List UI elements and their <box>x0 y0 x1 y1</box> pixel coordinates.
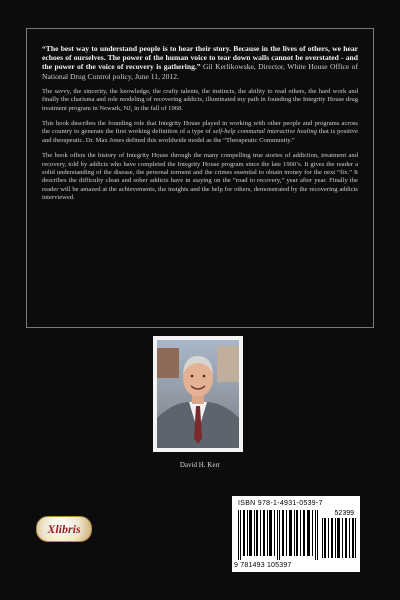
quote-attribution: Gil Kerlikowske, Director, White House Office of National Drug Control policy, June 11, 2012. <box>42 62 358 81</box>
author-name: David H. Kerr <box>179 461 221 469</box>
back-cover-text <box>42 44 358 210</box>
paragraph-2: This book describes the founding role that Integrity House played in working with other people and programs across the country to generate the first working definition of a type of self-help communal interactive healing that is positive and therapeutic. Dr. Max Jones defined this worldwide model as the “Therapeutic Community.” <box>42 120 359 144</box>
quote-text: “The best way to understand people is to hear their story. Because in the lives of others, we hear echoes of ourselves. The power of the human voice to tear down walls cannot be overstated - and the power of the voice of recovery is gathering.” <box>42 44 358 72</box>
isbn-label: ISBN 978-1-4931-0539-7 <box>238 500 323 507</box>
italic-phrase: self-help communal interactive healing <box>212 128 317 136</box>
publisher-logo-text: Xlibris <box>47 522 81 536</box>
isbn-barcode <box>232 496 360 572</box>
barcode-bars <box>238 510 318 560</box>
author-portrait-image <box>157 340 239 448</box>
price-barcode-bars <box>322 518 356 558</box>
price-code: 52399 <box>334 510 354 517</box>
paragraph-1: The savvy, the sincerity, the knowledge, the crafty talents, the instincts, the ability to read others, the hard work and finally the charisma and role modeling of recovering addicts, illuminated my path in founding the Integrity House drug treatment program in Newark, NJ, in the fall of 1968. <box>42 87 358 112</box>
barcode-number: 9 781493 105397 <box>234 562 292 569</box>
epigraph-quote <box>42 44 358 81</box>
author-photo <box>153 336 243 452</box>
paragraph-3: The book offers the history of Integrity House through the many compelling true stories of addiction, treatment and recovery, told by addicts who have completed the Integrity House program since the late 1960’s. It gives the reader a solid understanding of the disease, the personal torment and the crimes essential to obtain money for the next “fix.” It describes the difficulty clean and sober addicts have in staying on the “road to recovery,” year after year. Finally the reader will be amazed at the achievements, the insights and the help for others, demonstrated by the recovering addicts interviewed. <box>42 152 358 202</box>
publisher-logo <box>36 516 92 542</box>
